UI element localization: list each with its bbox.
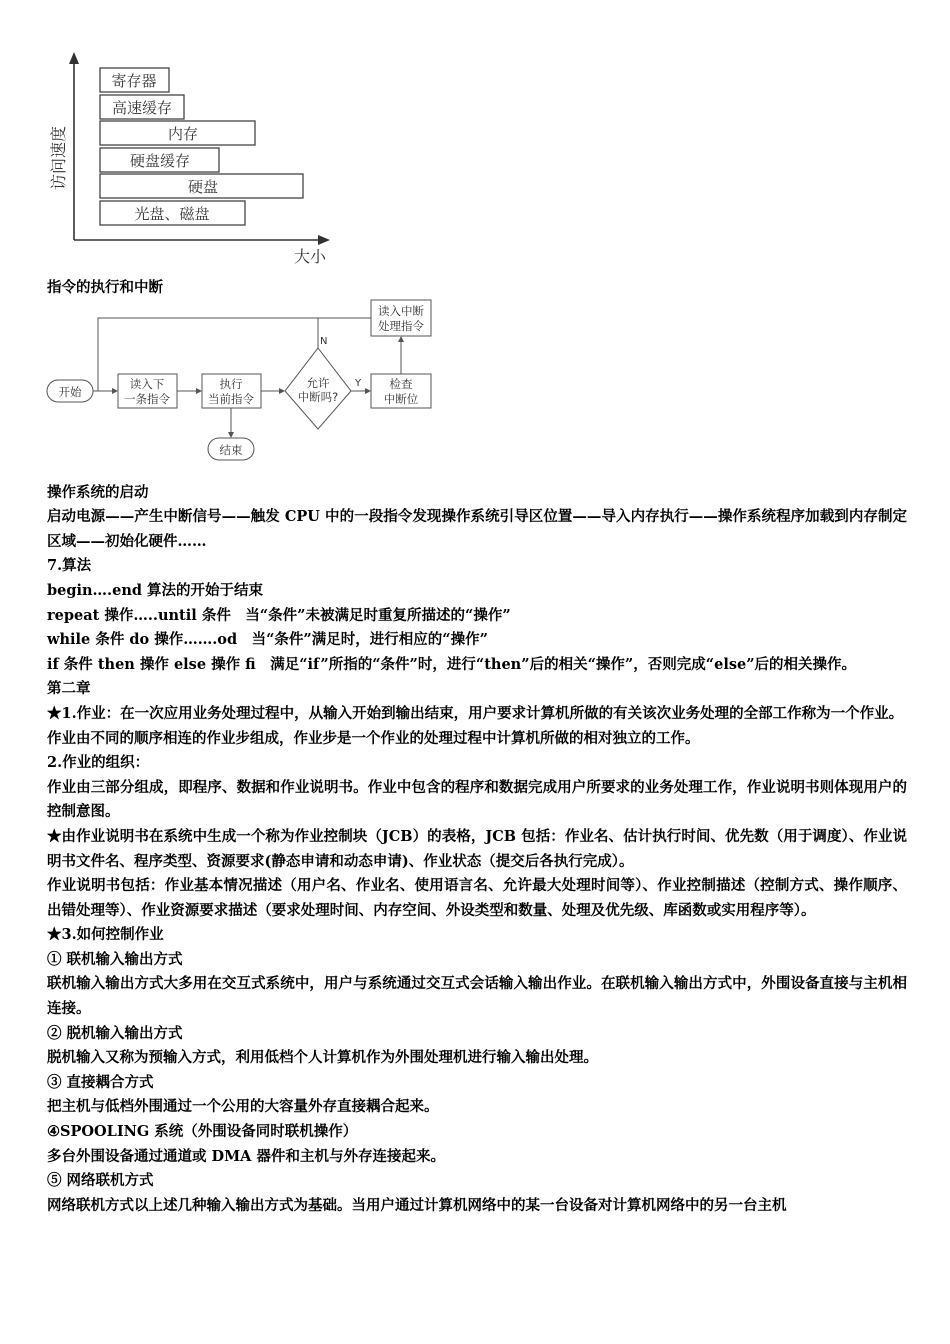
- no-label: N: [320, 336, 328, 347]
- paragraph: 脱机输入又称为预输入方式，利用低档个人计算机作为外围处理机进行输入输出处理。: [47, 1049, 598, 1067]
- paragraph: 网络联机方式以上述几种输入输出方式为基础。当用户通过计算机网络中的某一台设备对计算机网络中的另一台主机: [47, 1196, 787, 1214]
- level-memory: 内存: [167, 125, 199, 143]
- level-optical-magnetic: 光盘、磁盘: [134, 205, 210, 223]
- yes-label: Y: [355, 378, 362, 389]
- level-disk-cache: 硬盘缓存: [129, 152, 191, 170]
- paragraph: 联机输入输出方式大多用在交互式系统中，用户与系统通过交互式会话输入输出作业。在联机输入输出方式中，外围设备直接与主机相连接。: [47, 975, 907, 1018]
- paragraph: 把主机与低档外围通过一个公用的大容量外存直接耦合起来。: [47, 1098, 439, 1116]
- paragraph: while 条件 do 操作…….od 当“条件”满足时，进行相应的“操作”: [47, 631, 488, 649]
- subsection-heading: ② 脱机输入输出方式: [47, 1024, 183, 1042]
- svg-text:检查: 检查: [389, 377, 413, 391]
- svg-text:读入中断: 读入中断: [378, 304, 424, 318]
- flowchart-title: 指令的执行和中断: [47, 279, 163, 296]
- paragraph: ★由作业说明书在系统中生成一个称为作业控制块（JCB）的表格，JCB 包括：作业名、估计执行时间、优先数（用于调度）、作业说明书文件名、程序类型、资源要求(静态申请和动态申请)、作业状态（提交后各执行完成）。: [47, 827, 907, 870]
- svg-text:处理指令: 处理指令: [378, 319, 424, 333]
- svg-text:中断吗?: 中断吗?: [297, 390, 339, 404]
- x-axis-label: 大小: [293, 247, 327, 266]
- svg-text:允许: 允许: [306, 376, 330, 390]
- level-cache: 高速缓存: [111, 99, 173, 117]
- paragraph: ★1.作业：在一次应用业务处理过程中，从输入开始到输出结束，用户要求计算机所做的有关该次业务处理的全部工作称为一个作业。: [47, 704, 904, 722]
- section-heading: ★3.如何控制作业: [47, 926, 164, 944]
- subsection-heading: ④SPOOLING 系统（外围设备同时联机操作）: [47, 1123, 358, 1141]
- section-heading: 7.算法: [47, 557, 92, 575]
- svg-text:中断位: 中断位: [383, 392, 419, 406]
- paragraph: 启动电源——产生中断信号——触发 CPU 中的一段指令发现操作系统引导区位置——导入内存执行——操作系统程序加载到内存制定区域——初始化硬件……: [47, 508, 907, 550]
- svg-text:一条指令: 一条指令: [124, 392, 170, 406]
- paragraph: if 条件 then 操作 else 操作 fi 满足“if”所指的“条件”时，进行“then”后的相关“操作”，否则完成“else”后的相关操作。: [47, 655, 857, 673]
- paragraph: 作业由三部分组成，即程序、数据和作业说明书。作业中包含的程序和数据完成用户所要求的业务处理工作，作业说明书则体现用户的控制意图。: [47, 778, 907, 821]
- subsection-heading: ③ 直接耦合方式: [47, 1073, 154, 1091]
- section-heading: 操作系统的启动: [47, 483, 149, 501]
- svg-text:当前指令: 当前指令: [208, 392, 254, 406]
- section-heading: 2.作业的组织：: [47, 754, 150, 772]
- svg-text:开始: 开始: [58, 385, 82, 399]
- y-axis-label: 访问速度: [49, 125, 68, 191]
- svg-text:执行: 执行: [219, 377, 243, 391]
- svg-text:结束: 结束: [219, 443, 243, 457]
- paragraph: begin….end 算法的开始于结束: [47, 581, 264, 599]
- subsection-heading: ⑤ 网络联机方式: [47, 1172, 154, 1190]
- paragraph: repeat 操作…..until 条件 当“条件”未被满足时重复所描述的“操作”: [47, 606, 511, 624]
- paragraph: 作业说明书包括：作业基本情况描述（用户名、作业名、使用语言名、允许最大处理时间等）、作业控制描述（控制方式、操作顺序、出错处理等）、作业资源要求描述（要求处理时间、内存空间、外设类型和数量、处理及优先级、库函数或实用程序等）。: [47, 877, 907, 919]
- paragraph: 作业由不同的顺序相连的作业步组成，作业步是一个作业的处理过程中计算机所做的相对独立的工作。: [47, 729, 700, 747]
- level-disk: 硬盘: [187, 178, 219, 196]
- level-register: 寄存器: [111, 72, 157, 90]
- subsection-heading: ① 联机输入输出方式: [47, 950, 183, 968]
- svg-text:读入下: 读入下: [129, 377, 165, 391]
- chapter-heading: 第二章: [47, 680, 91, 698]
- memory-hierarchy-figure: [40, 48, 340, 270]
- paragraph: 多台外围设备通过通道或 DMA 器件和主机与外存连接起来。: [47, 1147, 445, 1165]
- document-body: [47, 276, 907, 1218]
